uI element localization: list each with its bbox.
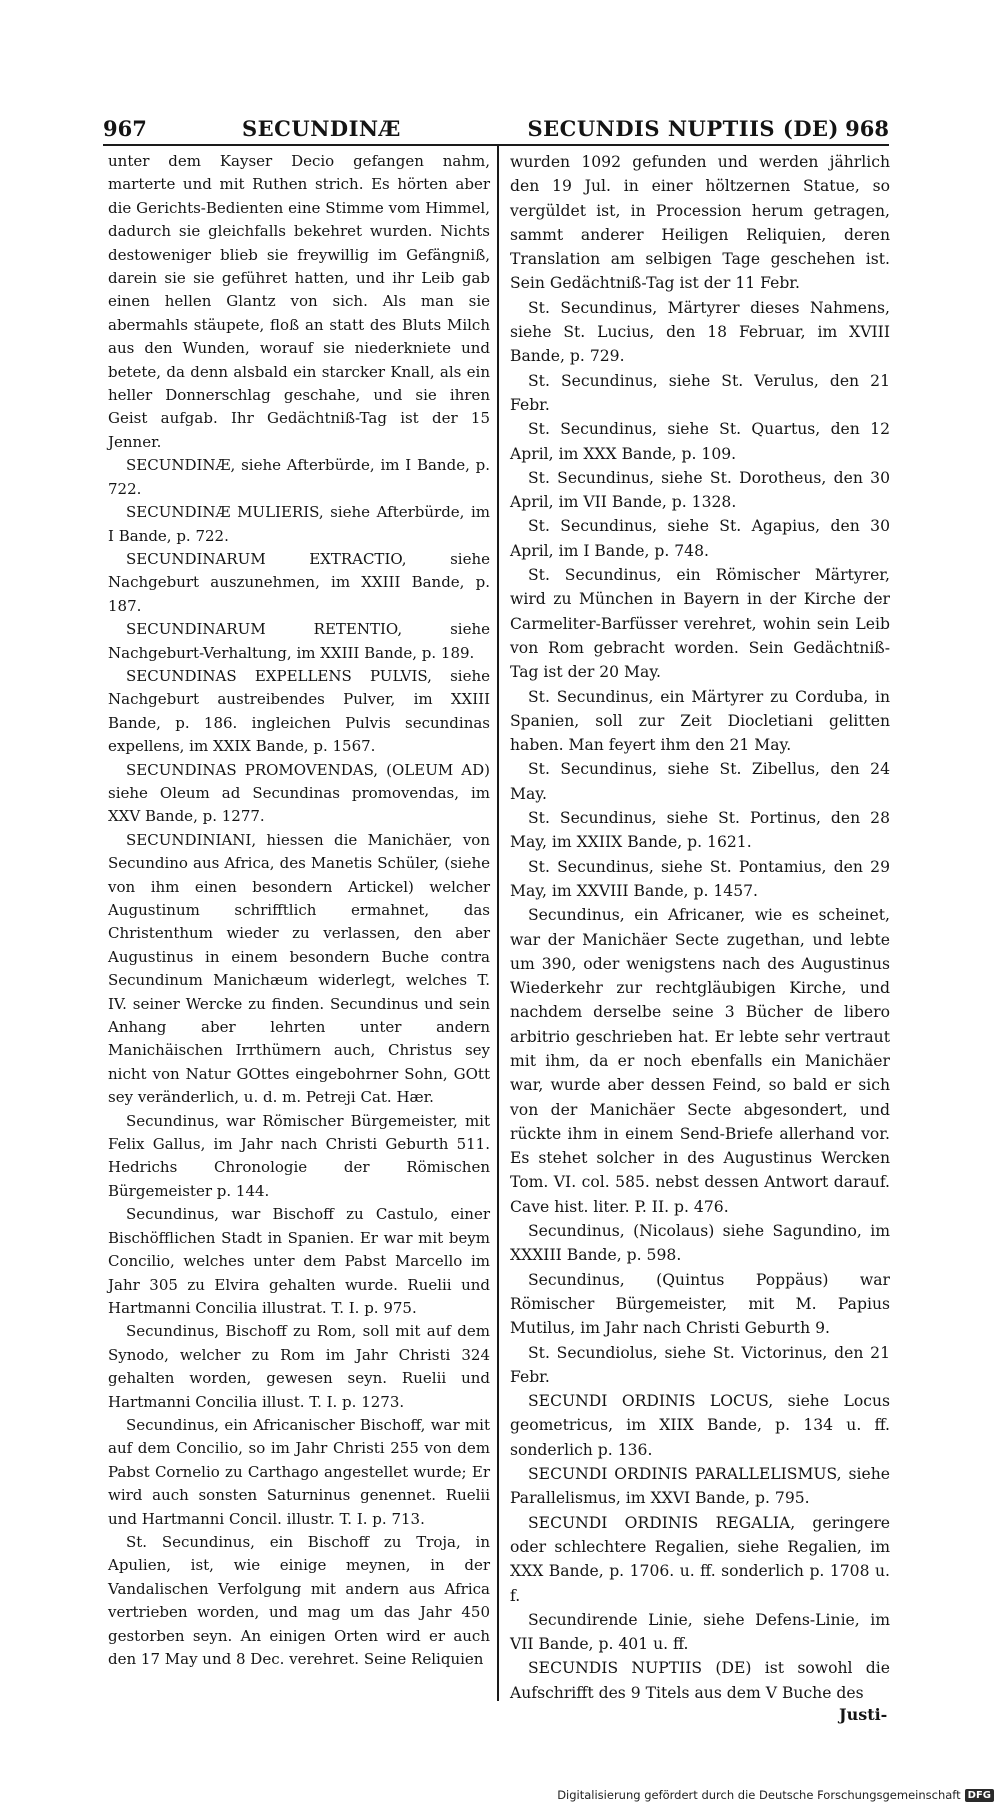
entry-text: Secundinus, war Bischoff zu Castulo, einer Bischöfflichen Stadt in Spanien. Er war mit beym Concilio, welches unter dem Pabst Marcello im Jahr 305 zu Elvira gehalten wurde. Ruelii und Hartmanni Concilia illustrat. T. I. p. 975. bbox=[108, 1205, 490, 1317]
entry-text: unter dem Kayser Decio gefangen nahm, marterte und mit Ruthen strich. Es hörten aber die Gerichts-Bedienten eine Stimme vom Himmel, dadurch sie gleichfalls bekehret wurden. Nichts destoweniger blieb sie freywillig im Gefängniß, darein sie sie geführet hatten, und ihr Leib gab einen hellen Glantz von sich. Als man sie abermahls stäupete, floß an statt des Bluts Milch aus den Wunden, worauf sie niederkniete und betete, da denn alsbald ein starcker Knall, als ein heller Donnerschlag geschahe, und sie ihren Geist aufgab. Ihr Gedächtniß-Tag ist der 15 Jenner. bbox=[108, 152, 490, 451]
entry-text: St. Secundinus, ein Märtyrer zu Corduba, in Spanien, soll zur Zeit Diocletiani gelitten haben. Man feyert ihm den 21 May. bbox=[510, 687, 890, 755]
page-header bbox=[103, 104, 889, 144]
catchword: Justi- bbox=[839, 1705, 888, 1724]
entry-text: St. Secundinus, siehe St. Agapius, den 30 April, im I Bande, p. 748. bbox=[510, 517, 890, 560]
entry-text: St. Secundinus, siehe St. Portinus, den 28 May, im XXIIX Bande, p. 1621. bbox=[510, 809, 890, 852]
entry-text: SECUNDI ORDINIS LOCUS, siehe Locus geometricus, im XIIX Bande, p. 134 u. ff. sonderlich p. 136. bbox=[510, 1392, 890, 1459]
credit-text: Digitalisierung gefördert durch die Deutsche Forschungsgemeinschaft bbox=[557, 1788, 961, 1802]
left-page-number: 967 bbox=[103, 116, 147, 141]
entry-text: SECUNDINARUM RETENTIO, siehe Nachgeburt-Verhaltung, im XXIII Bande, p. 189. bbox=[108, 620, 490, 662]
entry-text: St. Secundinus, ein Römischer Märtyrer, wird zu München in Bayern in der Kirche der Carmeliter-Barfüsser verehret, wohin sein Leib von Rom gebracht worden. Sein Gedächtniß-Tag ist der 20 May. bbox=[510, 566, 890, 682]
entry-text: St. Secundinus, Märtyrer dieses Nahmens, siehe St. Lucius, den 18 Februar, im XVIII Bande, p. 729. bbox=[510, 298, 890, 366]
entry-text: Secundinus, (Quintus Poppäus) war Römischer Bürgemeister, mit M. Papius Mutilus, im Jahr nach Christi Geburth 9. bbox=[510, 1270, 890, 1338]
entry-text: St. Secundinus, siehe St. Zibellus, den 24 May. bbox=[510, 760, 890, 803]
left-column bbox=[108, 150, 490, 1671]
right-running-head: SECUNDIS NUPTIIS (DE) bbox=[527, 116, 839, 141]
entry-text: Secundirende Linie, siehe Defens-Linie, im VII Bande, p. 401 u. ff. bbox=[510, 1610, 890, 1654]
entry-text: SECUNDIS NUPTIIS (DE) ist sowohl die Aufschrifft des 9 Titels aus dem V Buche des bbox=[510, 1659, 890, 1702]
entry-text: St. Secundinus, siehe St. Verulus, den 21 Febr. bbox=[510, 371, 890, 414]
entry-text: SECUNDI ORDINIS PARALLELISMUS, siehe Parallelismus, im XXVI Bande, p. 795. bbox=[510, 1465, 890, 1508]
entry-text: SECUNDINAS PROMOVENDAS, (OLEUM AD) siehe Oleum ad Secundinas promovendas, im XXV Bande, p. 1277. bbox=[108, 760, 490, 826]
dfg-logo-icon: DFG bbox=[965, 1789, 994, 1802]
entry-text: SECUNDINÆ MULIERIS, siehe Afterbürde, im I Bande, p. 722. bbox=[108, 503, 490, 545]
left-running-head: SECUNDINÆ bbox=[242, 116, 401, 141]
right-column bbox=[510, 150, 890, 1705]
entry-text: SECUNDINAS EXPELLENS PULVIS, siehe Nachgeburt austreibendes Pulver, im XXIII Bande, p. 186. ingleichen Pulvis secundinas expellens, im XXIX Bande, p. 1567. bbox=[108, 666, 490, 756]
digitization-credit bbox=[557, 1788, 994, 1802]
entry-text: Secundinus, ein Africaner, wie es scheinet, war der Manichäer Secte zugethan, und lebte um 390, oder wenigstens nach des Augustinus Wiederkehr zur rechtgläubigen Kirche, und nachdem derselbe seine 3 Bücher de libero arbitrio geschrieben hat. Er lebte sehr vertraut mit ihm, da er noch ebenfalls ein Manichäer war, wurde aber dessen Feind, so bald er sich von der Manichäer Secte abgesondert, und rückte ihm in einem Send-Briefe allerhand vor. Es stehet solcher in des Augustinus Wercken Tom. VI. col. 585. nebst dessen Antwort darauf. Cave hist. liter. P. II. p. 476. bbox=[510, 906, 890, 1216]
entry-text: St. Secundinus, siehe St. Dorotheus, den 30 April, im VII Bande, p. 1328. bbox=[510, 468, 890, 512]
entry-text: St. Secundiolus, siehe St. Victorinus, den 21 Febr. bbox=[510, 1343, 890, 1386]
entry-text: wurden 1092 gefunden und werden jährlich den 19 Jul. in einer höltzernen Statue, so vergüldet ist, in Procession herum getragen, sammt anderer Heiligen Reliquien, deren Translation am selbigen Tage geschehen ist. Sein Gedächtniß-Tag ist der 11 Febr. bbox=[510, 153, 890, 293]
entry-text: SECUNDINARUM EXTRACTIO, siehe Nachgeburt auszunehmen, im XXIII Bande, p. 187. bbox=[108, 549, 490, 615]
entry-text: SECUNDINIANI, hiessen die Manichäer, von Secundino aus Africa, des Manetis Schüler, (siehe von ihm einen besondern Artickel) welcher Augustinum schrifftlich ermahnet, das Christenthum wieder zu verlassen, den aber Augustinus in einem besondern Buche contra Secundinum Manichæum widerlegt, welches T. IV. seiner Wercke zu finden. Secundinus und sein Anhang aber lehrten unter andern Manichäischen Irrthümern auch, Christus sey nicht von Natur GOttes eingebohrner Sohn, GOtt sey veränderlich, u. d. m. Petreji Cat. Hær. bbox=[108, 830, 490, 1107]
entry-text: SECUNDI ORDINIS REGALIA, geringere oder schlechtere Regalien, siehe Regalien, im XXX Bande, p. 1706. u. ff. sonderlich p. 1708 u. f. bbox=[510, 1513, 890, 1605]
entry-text: Secundinus, Bischoff zu Rom, soll mit auf dem Synodo, welcher zu Rom im Jahr Christi 324 gehalten worden, gewesen seyn. Ruelii und Hartmanni Concilia illust. T. I. p. 1273. bbox=[108, 1322, 490, 1411]
entry-text: SECUNDINÆ, siehe Afterbürde, im I Bande, p. 722. bbox=[108, 456, 490, 498]
entry-text: Secundinus, ein Africanischer Bischoff, war mit auf dem Concilio, so im Jahr Christi 255 von dem Pabst Cornelio zu Carthago angestellet wurde; Er wird auch sonsten Saturninus genennet. Ruelii und Hartmanni Concil. illustr. T. I. p. 713. bbox=[108, 1415, 490, 1528]
right-page-number: 968 bbox=[845, 116, 889, 141]
entry-text: St. Secundinus, siehe St. Pontamius, den 29 May, im XXVIII Bande, p. 1457. bbox=[510, 857, 890, 900]
header-rule bbox=[103, 144, 889, 146]
entry-text: St. Secundinus, siehe St. Quartus, den 12 April, im XXX Bande, p. 109. bbox=[510, 420, 890, 463]
entry-text: St. Secundinus, ein Bischoff zu Troja, in Apulien, ist, wie einige meynen, in der Vandalischen Verfolgung mit andern aus Africa vertrieben worden, und mag um das Jahr 450 gestorben seyn. An einigen Orten wird er auch den 17 May und 8 Dec. verehret. Seine Reliquien bbox=[108, 1532, 490, 1668]
column-divider bbox=[497, 146, 499, 1701]
entry-text: Secundinus, war Römischer Bürgemeister, mit Felix Gallus, im Jahr nach Christi Geburth 511. Hedrichs Chronologie der Römischen Bürgemeister p. 144. bbox=[108, 1111, 490, 1200]
entry-text: Secundinus, (Nicolaus) siehe Sagundino, im XXXIII Bande, p. 598. bbox=[510, 1222, 890, 1265]
